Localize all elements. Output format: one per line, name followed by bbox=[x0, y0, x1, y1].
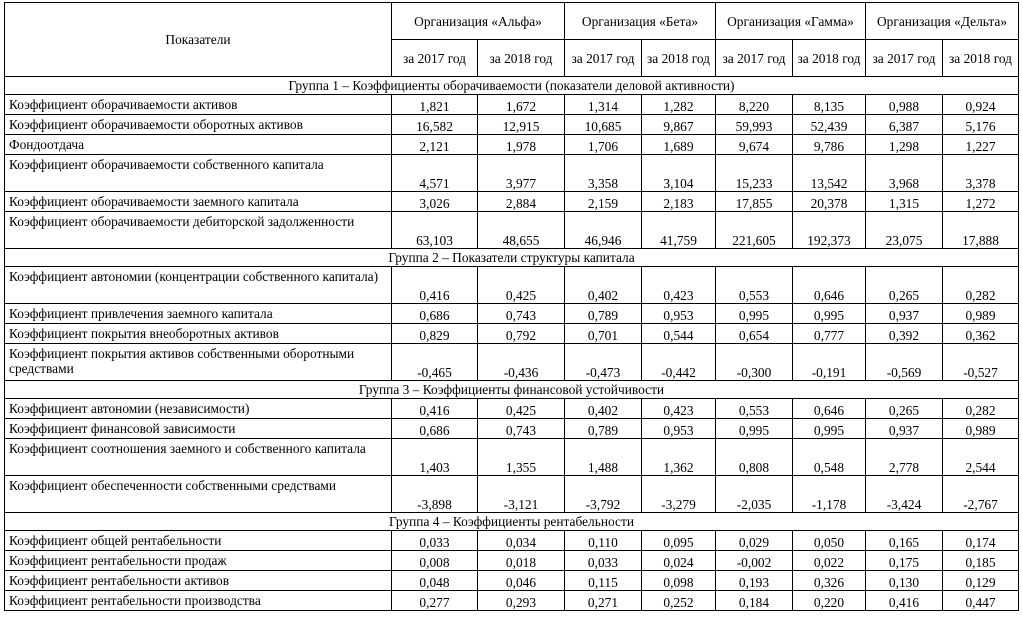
value-cell: 0,686 bbox=[392, 304, 478, 324]
group-title: Группа 3 – Коэффициенты финансовой устойчивости bbox=[5, 381, 1019, 399]
table-row bbox=[5, 135, 1019, 155]
value-cell: -0,527 bbox=[943, 344, 1019, 381]
value-cell: -3,121 bbox=[478, 476, 565, 513]
value-cell: 1,403 bbox=[392, 439, 478, 476]
value-cell: 0,098 bbox=[642, 571, 716, 591]
value-cell: 6,387 bbox=[866, 115, 943, 135]
table-row bbox=[5, 155, 1019, 192]
value-cell: 0,989 bbox=[943, 304, 1019, 324]
value-cell: 8,220 bbox=[716, 95, 793, 115]
value-cell: 59,993 bbox=[716, 115, 793, 135]
table-row bbox=[5, 304, 1019, 324]
year-header: за 2017 год bbox=[392, 40, 478, 77]
value-cell: -3,279 bbox=[642, 476, 716, 513]
value-cell: 46,946 bbox=[565, 212, 642, 249]
table-row bbox=[5, 476, 1019, 513]
value-cell: 1,298 bbox=[866, 135, 943, 155]
value-cell: 0,701 bbox=[565, 324, 642, 344]
value-cell: 0,033 bbox=[392, 531, 478, 551]
indicator-name: Коэффициент рентабельности активов bbox=[5, 571, 392, 591]
year-header: за 2018 год bbox=[943, 40, 1019, 77]
value-cell: 0,252 bbox=[642, 591, 716, 611]
value-cell: 23,075 bbox=[866, 212, 943, 249]
value-cell: 1,355 bbox=[478, 439, 565, 476]
value-cell: 12,915 bbox=[478, 115, 565, 135]
value-cell: 2,159 bbox=[565, 192, 642, 212]
value-cell: 0,937 bbox=[866, 304, 943, 324]
value-cell: 0,995 bbox=[716, 419, 793, 439]
value-cell: 0,988 bbox=[866, 95, 943, 115]
value-cell: 0,792 bbox=[478, 324, 565, 344]
group-title: Группа 2 – Показатели структуры капитала bbox=[5, 249, 1019, 267]
value-cell: 0,937 bbox=[866, 419, 943, 439]
value-cell: -0,569 bbox=[866, 344, 943, 381]
value-cell: -3,898 bbox=[392, 476, 478, 513]
value-cell: 0,425 bbox=[478, 399, 565, 419]
value-cell: 1,362 bbox=[642, 439, 716, 476]
value-cell: 0,277 bbox=[392, 591, 478, 611]
value-cell: 0,095 bbox=[642, 531, 716, 551]
table-row bbox=[5, 212, 1019, 249]
value-cell: 0,174 bbox=[943, 531, 1019, 551]
indicator-name: Коэффициент покрытия активов собственными оборотными средствами bbox=[5, 344, 392, 381]
value-cell: 16,582 bbox=[392, 115, 478, 135]
org-header-gamma: Организация «Гамма» bbox=[716, 3, 866, 40]
value-cell: 3,977 bbox=[478, 155, 565, 192]
org-header-delta: Организация «Дельта» bbox=[866, 3, 1019, 40]
indicator-name: Коэффициент оборачиваемости активов bbox=[5, 95, 392, 115]
value-cell: 0,022 bbox=[793, 551, 866, 571]
table-row bbox=[5, 439, 1019, 476]
value-cell: 1,978 bbox=[478, 135, 565, 155]
value-cell: 221,605 bbox=[716, 212, 793, 249]
value-cell: 1,315 bbox=[866, 192, 943, 212]
group-header-row bbox=[5, 77, 1019, 95]
value-cell: 192,373 bbox=[793, 212, 866, 249]
value-cell: 63,103 bbox=[392, 212, 478, 249]
value-cell: 0,048 bbox=[392, 571, 478, 591]
value-cell: 0,808 bbox=[716, 439, 793, 476]
value-cell: 0,416 bbox=[392, 267, 478, 304]
value-cell: 0,646 bbox=[793, 267, 866, 304]
value-cell: 10,685 bbox=[565, 115, 642, 135]
table-row bbox=[5, 95, 1019, 115]
value-cell: -0,191 bbox=[793, 344, 866, 381]
table-row bbox=[5, 115, 1019, 135]
value-cell: 0,423 bbox=[642, 399, 716, 419]
value-cell: -0,300 bbox=[716, 344, 793, 381]
value-cell: 0,008 bbox=[392, 551, 478, 571]
value-cell: 0,402 bbox=[565, 267, 642, 304]
org-header-beta: Организация «Бета» bbox=[565, 3, 716, 40]
value-cell: 17,855 bbox=[716, 192, 793, 212]
year-header: за 2018 год bbox=[642, 40, 716, 77]
group-title: Группа 1 – Коэффициенты оборачиваемости (показатели деловой активности) bbox=[5, 77, 1019, 95]
group-title: Группа 4 – Коэффициенты рентабельности bbox=[5, 513, 1019, 531]
value-cell: 0,129 bbox=[943, 571, 1019, 591]
value-cell: 0,185 bbox=[943, 551, 1019, 571]
table-row bbox=[5, 344, 1019, 381]
value-cell: 0,553 bbox=[716, 267, 793, 304]
value-cell: 0,184 bbox=[716, 591, 793, 611]
value-cell: -0,465 bbox=[392, 344, 478, 381]
indicator-name: Коэффициент соотношения заемного и собственного капитала bbox=[5, 439, 392, 476]
indicator-name: Коэффициент оборачиваемости оборотных активов bbox=[5, 115, 392, 135]
indicator-name: Коэффициент оборачиваемости заемного капитала bbox=[5, 192, 392, 212]
value-cell: 0,995 bbox=[716, 304, 793, 324]
year-header: за 2017 год bbox=[565, 40, 642, 77]
table-row bbox=[5, 419, 1019, 439]
value-cell: 0,995 bbox=[793, 419, 866, 439]
indicator-name: Коэффициент оборачиваемости дебиторской задолженности bbox=[5, 212, 392, 249]
value-cell: 0,425 bbox=[478, 267, 565, 304]
value-cell: 2,884 bbox=[478, 192, 565, 212]
value-cell: 0,265 bbox=[866, 399, 943, 419]
table-row bbox=[5, 591, 1019, 611]
value-cell: -2,767 bbox=[943, 476, 1019, 513]
value-cell: 0,654 bbox=[716, 324, 793, 344]
value-cell: 3,026 bbox=[392, 192, 478, 212]
header-row-organizations bbox=[5, 3, 1019, 40]
value-cell: 0,034 bbox=[478, 531, 565, 551]
indicator-name: Коэффициент финансовой зависимости bbox=[5, 419, 392, 439]
value-cell: 0,777 bbox=[793, 324, 866, 344]
value-cell: 0,953 bbox=[642, 419, 716, 439]
value-cell: 0,326 bbox=[793, 571, 866, 591]
value-cell: 0,646 bbox=[793, 399, 866, 419]
indicator-name: Коэффициент покрытия внеоборотных активов bbox=[5, 324, 392, 344]
value-cell: 2,121 bbox=[392, 135, 478, 155]
value-cell: 0,110 bbox=[565, 531, 642, 551]
value-cell: 3,104 bbox=[642, 155, 716, 192]
value-cell: -2,035 bbox=[716, 476, 793, 513]
value-cell: 0,130 bbox=[866, 571, 943, 591]
indicator-name: Коэффициент рентабельности продаж bbox=[5, 551, 392, 571]
value-cell: 0,046 bbox=[478, 571, 565, 591]
value-cell: 0,995 bbox=[793, 304, 866, 324]
value-cell: 0,553 bbox=[716, 399, 793, 419]
value-cell: 0,220 bbox=[793, 591, 866, 611]
table-row bbox=[5, 324, 1019, 344]
value-cell: 1,821 bbox=[392, 95, 478, 115]
table-row bbox=[5, 399, 1019, 419]
value-cell: 2,544 bbox=[943, 439, 1019, 476]
value-cell: 0,989 bbox=[943, 419, 1019, 439]
value-cell: 0,447 bbox=[943, 591, 1019, 611]
table-body bbox=[5, 77, 1019, 611]
value-cell: 0,829 bbox=[392, 324, 478, 344]
value-cell: 5,176 bbox=[943, 115, 1019, 135]
value-cell: 2,778 bbox=[866, 439, 943, 476]
value-cell: 0,789 bbox=[565, 304, 642, 324]
group-header-row bbox=[5, 381, 1019, 399]
group-header-row bbox=[5, 513, 1019, 531]
value-cell: -0,002 bbox=[716, 551, 793, 571]
value-cell: 1,672 bbox=[478, 95, 565, 115]
value-cell: 17,888 bbox=[943, 212, 1019, 249]
value-cell: 1,314 bbox=[565, 95, 642, 115]
value-cell: -3,424 bbox=[866, 476, 943, 513]
year-header: за 2017 год bbox=[716, 40, 793, 77]
indicator-name: Коэффициент обеспеченности собственными средствами bbox=[5, 476, 392, 513]
value-cell: -3,792 bbox=[565, 476, 642, 513]
value-cell: 0,924 bbox=[943, 95, 1019, 115]
value-cell: 1,272 bbox=[943, 192, 1019, 212]
value-cell: 9,786 bbox=[793, 135, 866, 155]
value-cell: 0,165 bbox=[866, 531, 943, 551]
value-cell: 0,175 bbox=[866, 551, 943, 571]
indicator-name: Коэффициент общей рентабельности bbox=[5, 531, 392, 551]
value-cell: 13,542 bbox=[793, 155, 866, 192]
value-cell: 0,416 bbox=[392, 399, 478, 419]
value-cell: 0,024 bbox=[642, 551, 716, 571]
value-cell: 3,968 bbox=[866, 155, 943, 192]
indicator-name: Фондоотдача bbox=[5, 135, 392, 155]
value-cell: 0,416 bbox=[866, 591, 943, 611]
table-row bbox=[5, 551, 1019, 571]
value-cell: -0,473 bbox=[565, 344, 642, 381]
value-cell: 0,282 bbox=[943, 267, 1019, 304]
indicator-name: Коэффициент автономии (независимости) bbox=[5, 399, 392, 419]
group-header-row bbox=[5, 249, 1019, 267]
value-cell: 0,362 bbox=[943, 324, 1019, 344]
year-header: за 2017 год bbox=[866, 40, 943, 77]
value-cell: 0,050 bbox=[793, 531, 866, 551]
value-cell: 0,282 bbox=[943, 399, 1019, 419]
indicator-name: Коэффициент рентабельности производства bbox=[5, 591, 392, 611]
indicators-header: Показатели bbox=[5, 3, 392, 77]
value-cell: 0,423 bbox=[642, 267, 716, 304]
year-header: за 2018 год bbox=[793, 40, 866, 77]
value-cell: 0,548 bbox=[793, 439, 866, 476]
value-cell: 0,544 bbox=[642, 324, 716, 344]
financial-ratios-table bbox=[4, 2, 1019, 611]
value-cell: -0,442 bbox=[642, 344, 716, 381]
value-cell: 15,233 bbox=[716, 155, 793, 192]
value-cell: 9,867 bbox=[642, 115, 716, 135]
value-cell: 4,571 bbox=[392, 155, 478, 192]
value-cell: 20,378 bbox=[793, 192, 866, 212]
value-cell: 0,743 bbox=[478, 419, 565, 439]
value-cell: 8,135 bbox=[793, 95, 866, 115]
value-cell: 1,282 bbox=[642, 95, 716, 115]
table-row bbox=[5, 267, 1019, 304]
value-cell: 0,271 bbox=[565, 591, 642, 611]
indicator-name: Коэффициент привлечения заемного капитала bbox=[5, 304, 392, 324]
value-cell: 1,706 bbox=[565, 135, 642, 155]
value-cell: 0,686 bbox=[392, 419, 478, 439]
value-cell: 0,193 bbox=[716, 571, 793, 591]
year-header: за 2018 год bbox=[478, 40, 565, 77]
value-cell: 0,953 bbox=[642, 304, 716, 324]
value-cell: 0,392 bbox=[866, 324, 943, 344]
value-cell: 9,674 bbox=[716, 135, 793, 155]
value-cell: 2,183 bbox=[642, 192, 716, 212]
value-cell: 52,439 bbox=[793, 115, 866, 135]
value-cell: 0,029 bbox=[716, 531, 793, 551]
value-cell: 48,655 bbox=[478, 212, 565, 249]
value-cell: -0,436 bbox=[478, 344, 565, 381]
value-cell: 0,293 bbox=[478, 591, 565, 611]
value-cell: 0,115 bbox=[565, 571, 642, 591]
value-cell: 0,743 bbox=[478, 304, 565, 324]
table-row bbox=[5, 192, 1019, 212]
table-row bbox=[5, 531, 1019, 551]
value-cell: 1,227 bbox=[943, 135, 1019, 155]
value-cell: 0,789 bbox=[565, 419, 642, 439]
value-cell: -1,178 bbox=[793, 476, 866, 513]
table-header bbox=[5, 3, 1019, 77]
value-cell: 41,759 bbox=[642, 212, 716, 249]
value-cell: 1,689 bbox=[642, 135, 716, 155]
value-cell: 0,018 bbox=[478, 551, 565, 571]
org-header-alfa: Организация «Альфа» bbox=[392, 3, 565, 40]
table-row bbox=[5, 571, 1019, 591]
value-cell: 0,033 bbox=[565, 551, 642, 571]
indicator-name: Коэффициент оборачиваемости собственного капитала bbox=[5, 155, 392, 192]
indicator-name: Коэффициент автономии (концентрации собственного капитала) bbox=[5, 267, 392, 304]
value-cell: 1,488 bbox=[565, 439, 642, 476]
value-cell: 3,378 bbox=[943, 155, 1019, 192]
value-cell: 3,358 bbox=[565, 155, 642, 192]
value-cell: 0,265 bbox=[866, 267, 943, 304]
value-cell: 0,402 bbox=[565, 399, 642, 419]
